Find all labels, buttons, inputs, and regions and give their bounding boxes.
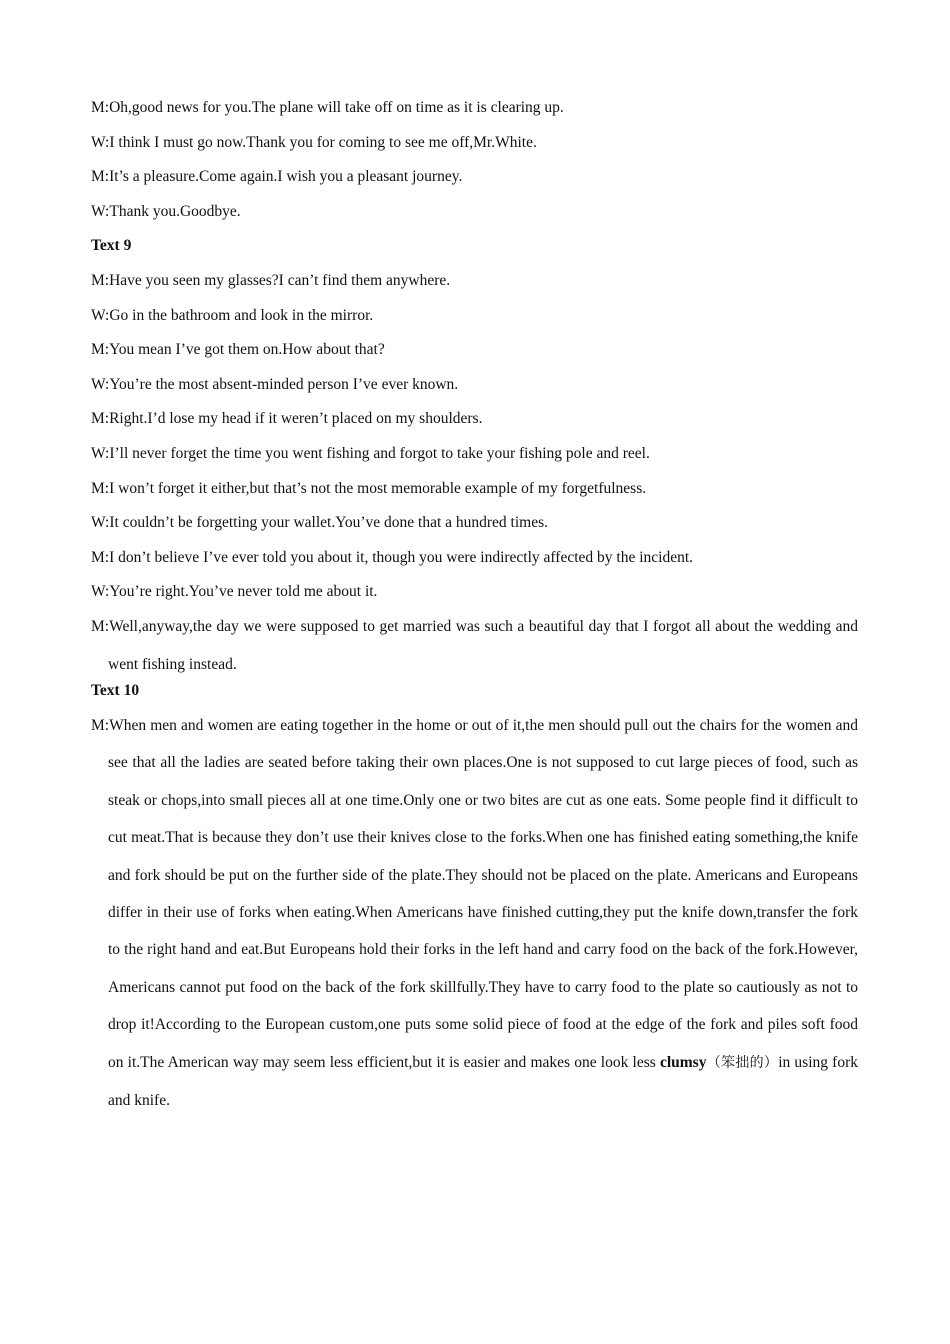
dialogue-line: W:Go in the bathroom and look in the mirror. (91, 306, 374, 324)
dialogue-line: W:I think I must go now.Thank you for coming to see me off,Mr.White. (91, 133, 537, 151)
dialogue-paragraph: M:Well,anyway,the day we were supposed to get married was such a beautiful day that I forgot all about the wedding and went fishing instead. (91, 618, 858, 673)
section-heading-text-10: Text 10 (91, 682, 140, 700)
dialogue-line: M:Right.I’d lose my head if it weren’t placed on my shoulders. (91, 410, 483, 428)
monologue-ending: in using fork and knife. (108, 1053, 859, 1109)
dialogue-line: M:Oh,good news for you.The plane will take off on time as it is clearing up. (91, 99, 564, 116)
monologue-text: M:When men and women are eating together in the home or out of it,the men should pull out the chairs for the women and see that all the ladies are seated before taking their own places.One is not supposed to cut large pieces of food, such as steak or chops,into small pieces all at one time.Only one or two bites are cut as one eats. Some people find it difficult to cut meat.That is because they don’t use their knives close to the forks.When one has finished eating something,the knife and fork should be put on the further side of the plate.They should not be placed on the plate. Americans and Europeans differ in their use of forks when eating.When Americans have finished cutting,they put the knife down,transfer the fork to the right hand and eat.But Europeans hold their forks in the left hand and carry food on the back of the fork.However, Americans cannot put food on the back of the fork skillfully.They have to carry food to the plate so cautiously as not to drop it!According to the European custom,one puts some solid piece of food at the edge of the fork and piles soft food on it.The American way may seem less efficient,but it is easier and makes one look less (91, 716, 858, 1071)
vocabulary-keyword: clumsy (659, 1053, 707, 1071)
dialogue-line: M:It’s a pleasure.Come again.I wish you a pleasant journey. (91, 168, 463, 186)
dialogue-line: W:Thank you.Goodbye. (91, 202, 241, 220)
section-heading-text-9: Text 9 (91, 237, 132, 255)
dialogue-line: W:You’re the most absent-minded person I’ve ever known. (91, 375, 459, 393)
document-page (91, 98, 858, 1119)
dialogue-line: W:You’re right.You’ve never told me about it. (91, 583, 378, 601)
dialogue-line: M:Have you seen my glasses?I can’t find them anywhere. (91, 271, 451, 289)
dialogue-line: M:I don’t believe I’ve ever told you about it, though you were indirectly affected by the incident. (91, 548, 694, 566)
dialogue-line: M:I won’t forget it either,but that’s not the most memorable example of my forgetfulness. (91, 479, 647, 497)
dialogue-line: W:It couldn’t be forgetting your wallet.You’ve done that a hundred times. (91, 514, 549, 532)
vocabulary-gloss: （笨拙的） (706, 1054, 779, 1071)
dialogue-line: W:I’ll never forget the time you went fishing and forgot to take your fishing pole and reel. (91, 444, 650, 462)
dialogue-line: M:You mean I’ve got them on.How about that? (91, 341, 385, 359)
monologue-paragraph (91, 707, 858, 1119)
